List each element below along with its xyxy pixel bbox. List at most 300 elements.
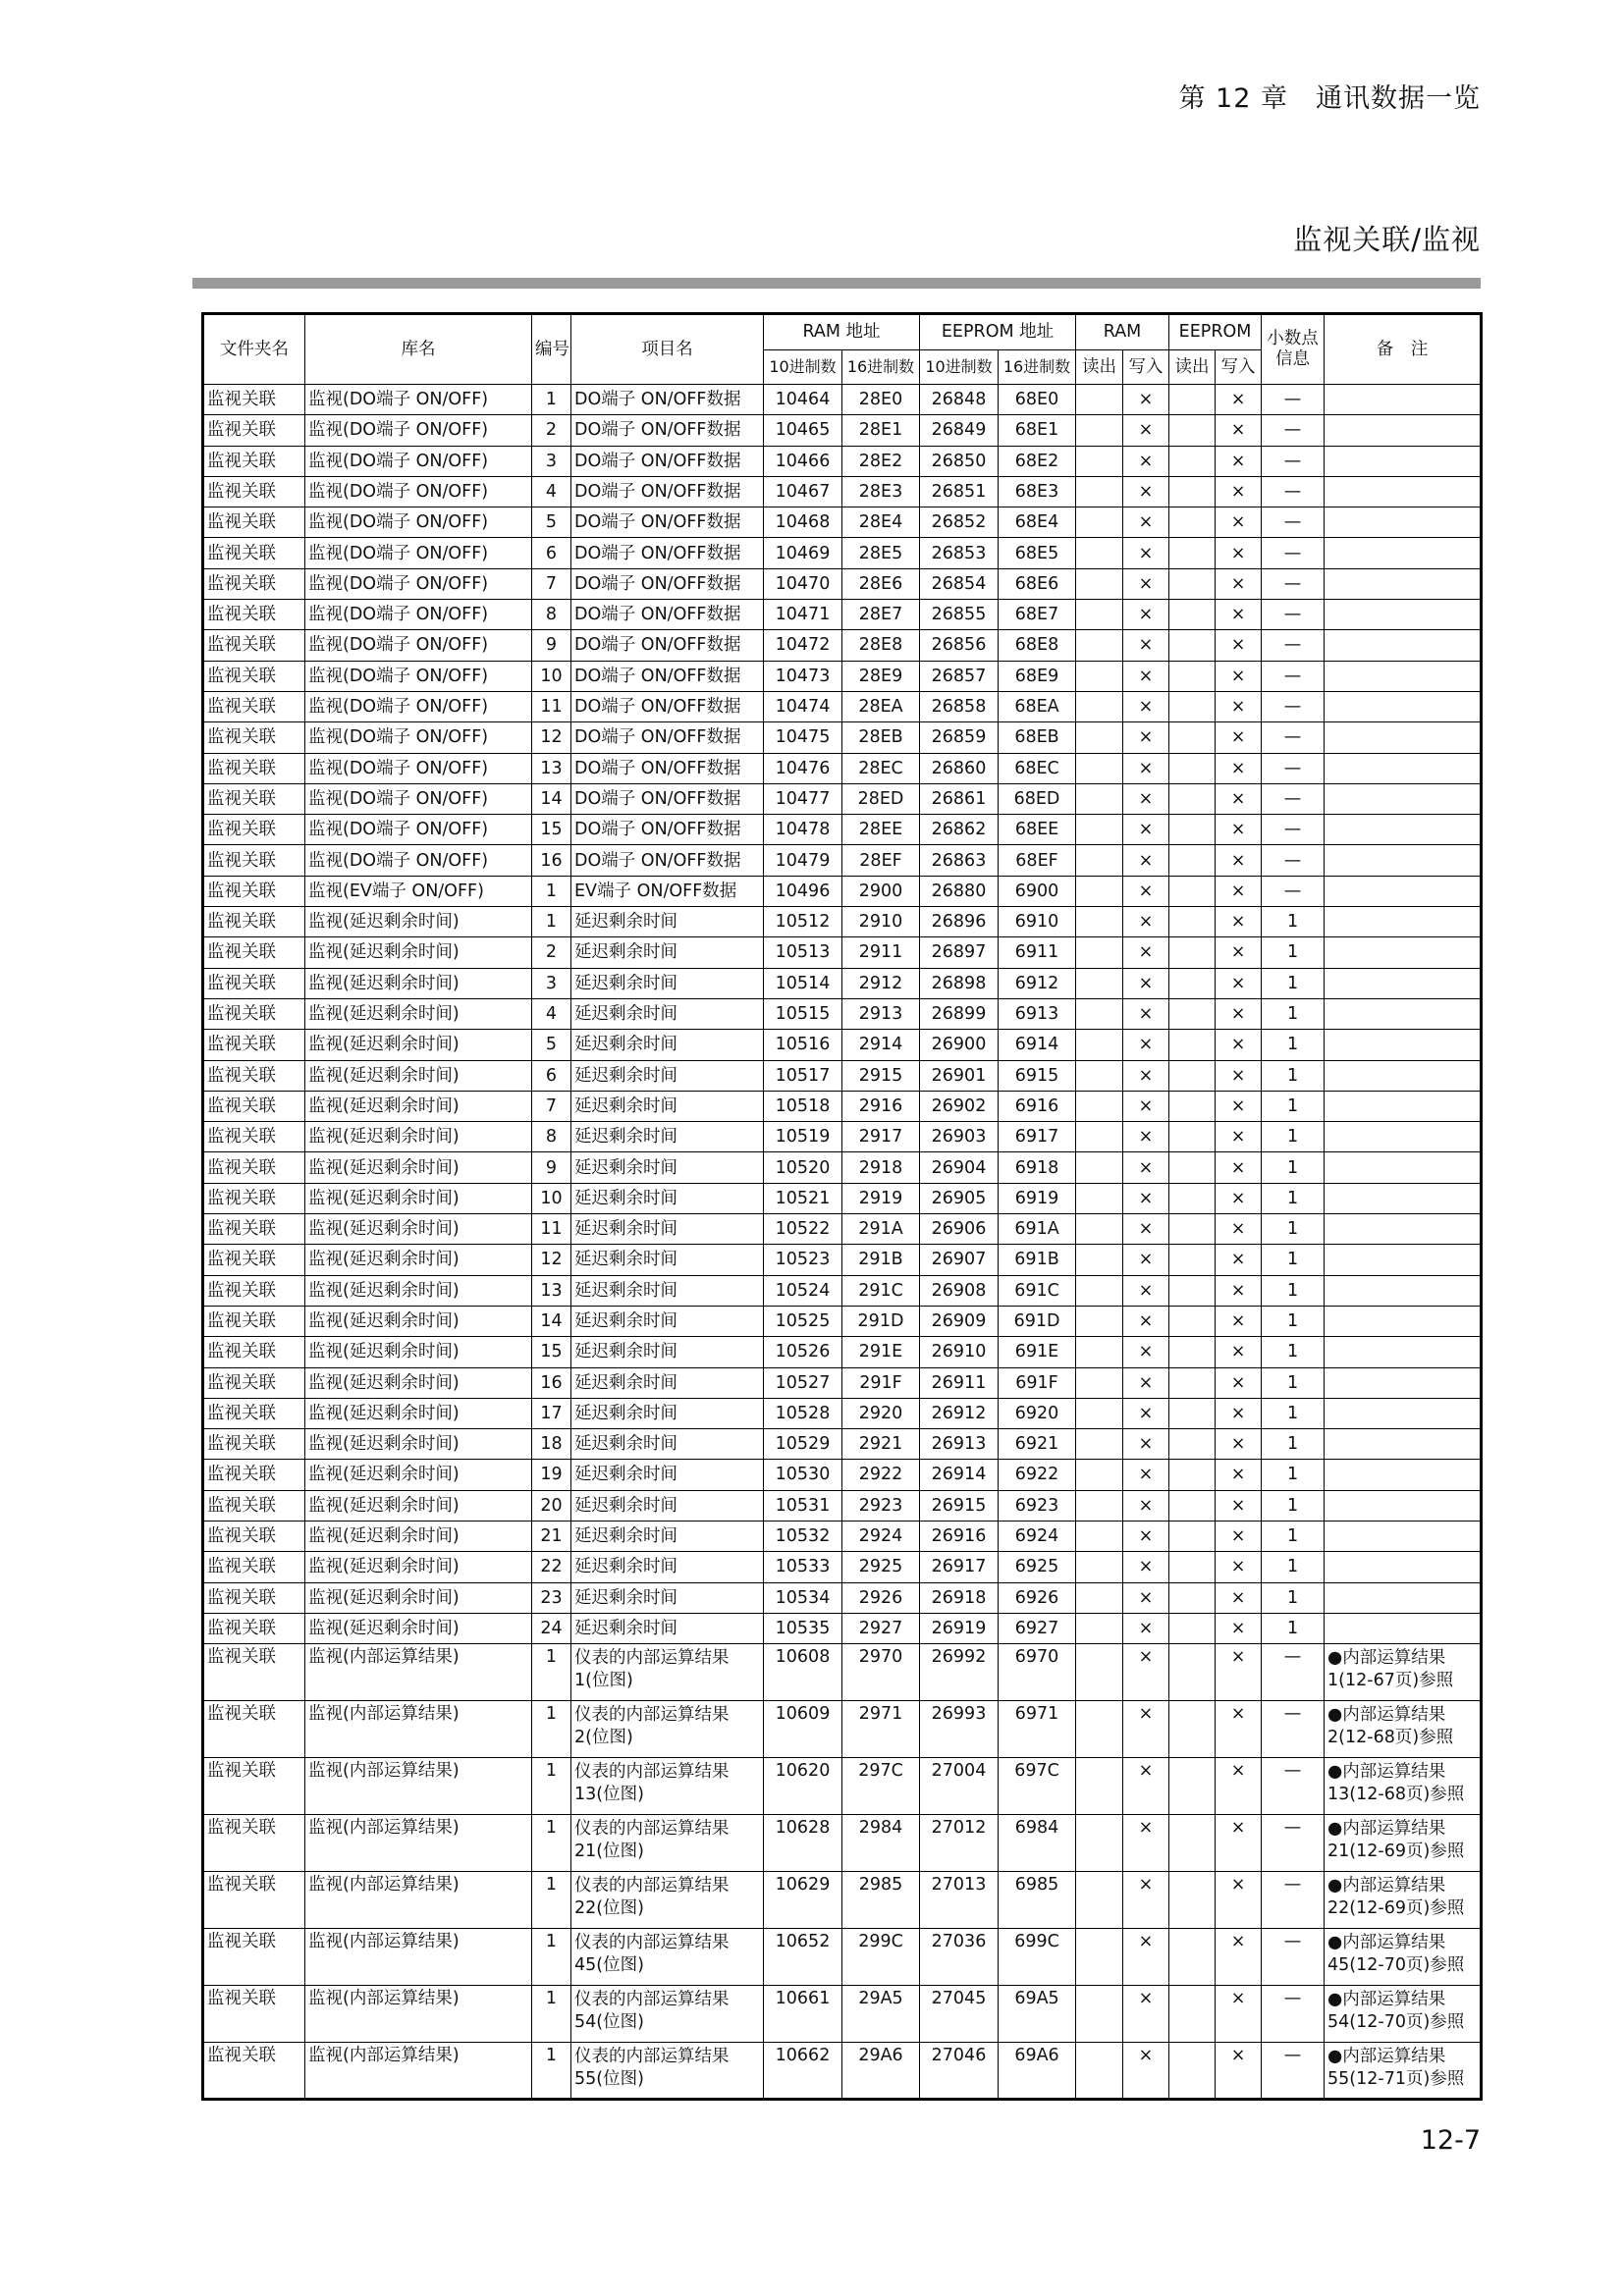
item-cell: 延迟剩余时间 (571, 1337, 764, 1367)
item-cell: DO端子 ON/OFF数据 (571, 691, 764, 721)
number-cell: 14 (532, 783, 571, 814)
eeprom-decimal-cell: 26899 (920, 998, 999, 1029)
ram-write-cell: × (1123, 1152, 1169, 1183)
ram-hex-cell: 2927 (842, 1613, 920, 1643)
folder-cell: 监视关联 (203, 1183, 305, 1213)
eeprom-read-cell (1169, 1122, 1216, 1152)
eeprom-decimal-cell: 26911 (920, 1367, 999, 1398)
table-row (203, 1490, 1482, 1521)
library-cell: 监视(延迟剩余时间) (305, 1367, 532, 1398)
library-cell: 监视(延迟剩余时间) (305, 1460, 532, 1490)
eeprom-decimal-cell: 27012 (920, 1815, 999, 1872)
ram-write-cell: × (1123, 1214, 1169, 1245)
ram-read-cell (1076, 907, 1123, 937)
eeprom-read-cell (1169, 1460, 1216, 1490)
eeprom-read-cell (1169, 1429, 1216, 1460)
remarks-cell (1325, 998, 1482, 1029)
eeprom-write-cell: × (1216, 600, 1262, 630)
eeprom-hex-cell: 68E1 (999, 415, 1076, 446)
folder-cell: 监视关联 (203, 446, 305, 476)
eeprom-read-cell (1169, 600, 1216, 630)
folder-cell: 监视关联 (203, 630, 305, 661)
library-cell: 监视(延迟剩余时间) (305, 1582, 532, 1613)
eeprom-write-cell: × (1216, 1122, 1262, 1152)
table-row (203, 2043, 1482, 2100)
table-row (203, 568, 1482, 599)
eeprom-decimal-cell: 26912 (920, 1398, 999, 1428)
remarks-cell (1325, 1521, 1482, 1551)
library-cell: 监视(DO端子 ON/OFF) (305, 815, 532, 845)
table-row (203, 507, 1482, 538)
table-row (203, 1122, 1482, 1152)
table-row (203, 630, 1482, 661)
number-cell: 1 (532, 2043, 571, 2100)
header-eeprom-write: 写入 (1216, 350, 1262, 385)
eeprom-decimal-cell: 26916 (920, 1521, 999, 1551)
eeprom-decimal-cell: 27045 (920, 1986, 999, 2043)
eeprom-hex-cell: 6900 (999, 876, 1076, 906)
library-cell: 监视(内部运算结果) (305, 1929, 532, 1986)
eeprom-read-cell (1169, 1030, 1216, 1060)
ram-write-cell: × (1123, 907, 1169, 937)
eeprom-write-cell: × (1216, 1872, 1262, 1929)
folder-cell: 监视关联 (203, 1521, 305, 1551)
item-cell: DO端子 ON/OFF数据 (571, 722, 764, 753)
ram-hex-cell: 2923 (842, 1490, 920, 1521)
decimal-info-cell: 1 (1262, 1398, 1325, 1428)
remarks-cell (1325, 1183, 1482, 1213)
folder-cell: 监视关联 (203, 998, 305, 1029)
item-cell: 延迟剩余时间 (571, 1214, 764, 1245)
number-cell: 5 (532, 507, 571, 538)
ram-write-cell: × (1123, 722, 1169, 753)
folder-cell: 监视关联 (203, 1701, 305, 1758)
remarks-cell (1325, 1060, 1482, 1091)
table-row (203, 1245, 1482, 1275)
ram-hex-cell: 2971 (842, 1701, 920, 1758)
ram-decimal-cell: 10473 (764, 661, 842, 691)
eeprom-decimal-cell: 26907 (920, 1245, 999, 1275)
folder-cell: 监视关联 (203, 1337, 305, 1367)
item-cell: 仪表的内部运算结果22(位图) (571, 1872, 764, 1929)
decimal-info-cell: — (1262, 876, 1325, 906)
eeprom-decimal-cell: 26993 (920, 1701, 999, 1758)
eeprom-write-cell: × (1216, 1815, 1262, 1872)
library-cell: 监视(延迟剩余时间) (305, 1245, 532, 1275)
decimal-info-cell: 1 (1262, 1367, 1325, 1398)
table-row (203, 753, 1482, 783)
eeprom-write-cell: × (1216, 937, 1262, 968)
ram-read-cell (1076, 600, 1123, 630)
table-row (203, 998, 1482, 1029)
library-cell: 监视(延迟剩余时间) (305, 1214, 532, 1245)
item-cell: 延迟剩余时间 (571, 1091, 764, 1121)
ram-read-cell (1076, 1275, 1123, 1306)
number-cell: 7 (532, 1091, 571, 1121)
ram-decimal-cell: 10629 (764, 1872, 842, 1929)
eeprom-decimal-cell: 26856 (920, 630, 999, 661)
number-cell: 12 (532, 1245, 571, 1275)
library-cell: 监视(EV端子 ON/OFF) (305, 876, 532, 906)
ram-hex-cell: 291A (842, 1214, 920, 1245)
remarks-cell: ●内部运算结果22(12-69页)参照 (1325, 1872, 1482, 1929)
remarks-cell (1325, 722, 1482, 753)
eeprom-decimal-cell: 26858 (920, 691, 999, 721)
ram-write-cell: × (1123, 1521, 1169, 1551)
eeprom-write-cell: × (1216, 1060, 1262, 1091)
ram-hex-cell: 28EF (842, 845, 920, 876)
ram-hex-cell: 291F (842, 1367, 920, 1398)
table-row (203, 1613, 1482, 1643)
header-divider (192, 278, 1481, 289)
library-cell: 监视(延迟剩余时间) (305, 968, 532, 998)
ram-read-cell (1076, 1460, 1123, 1490)
ram-read-cell (1076, 937, 1123, 968)
decimal-info-cell: — (1262, 2043, 1325, 2100)
ram-hex-cell: 2916 (842, 1091, 920, 1121)
eeprom-write-cell: × (1216, 783, 1262, 814)
number-cell: 2 (532, 937, 571, 968)
ram-decimal-cell: 10533 (764, 1552, 842, 1582)
ram-hex-cell: 29A6 (842, 2043, 920, 2100)
eeprom-hex-cell: 6922 (999, 1460, 1076, 1490)
eeprom-hex-cell: 68E7 (999, 600, 1076, 630)
ram-decimal-cell: 10464 (764, 385, 842, 415)
ram-decimal-cell: 10515 (764, 998, 842, 1029)
library-cell: 监视(内部运算结果) (305, 1644, 532, 1701)
eeprom-read-cell (1169, 661, 1216, 691)
ram-hex-cell: 2917 (842, 1122, 920, 1152)
header-ram-decimal: 10进制数 (764, 350, 842, 385)
eeprom-hex-cell: 68E2 (999, 446, 1076, 476)
ram-decimal-cell: 10520 (764, 1152, 842, 1183)
decimal-info-cell: — (1262, 630, 1325, 661)
eeprom-read-cell (1169, 1521, 1216, 1551)
ram-decimal-cell: 10608 (764, 1644, 842, 1701)
remarks-cell: ●内部运算结果21(12-69页)参照 (1325, 1815, 1482, 1872)
item-cell: 延迟剩余时间 (571, 968, 764, 998)
remarks-cell (1325, 1552, 1482, 1582)
folder-cell: 监视关联 (203, 1091, 305, 1121)
ram-read-cell (1076, 1152, 1123, 1183)
eeprom-read-cell (1169, 446, 1216, 476)
ram-read-cell (1076, 661, 1123, 691)
eeprom-hex-cell: 68EF (999, 845, 1076, 876)
ram-read-cell (1076, 1030, 1123, 1060)
ram-decimal-cell: 10472 (764, 630, 842, 661)
ram-read-cell (1076, 783, 1123, 814)
ram-decimal-cell: 10475 (764, 722, 842, 753)
table-row (203, 1701, 1482, 1758)
table-row (203, 1275, 1482, 1306)
eeprom-read-cell (1169, 876, 1216, 906)
eeprom-hex-cell: 6927 (999, 1613, 1076, 1643)
ram-write-cell: × (1123, 1367, 1169, 1398)
ram-write-cell: × (1123, 876, 1169, 906)
eeprom-write-cell: × (1216, 476, 1262, 507)
library-cell: 监视(延迟剩余时间) (305, 1306, 532, 1336)
ram-write-cell: × (1123, 1815, 1169, 1872)
ram-decimal-cell: 10526 (764, 1337, 842, 1367)
ram-hex-cell: 28E0 (842, 385, 920, 415)
remarks-cell (1325, 1275, 1482, 1306)
decimal-info-cell: 1 (1262, 1030, 1325, 1060)
ram-write-cell: × (1123, 538, 1169, 568)
ram-write-cell: × (1123, 1758, 1169, 1815)
number-cell: 3 (532, 446, 571, 476)
header-eeprom-decimal: 10进制数 (920, 350, 999, 385)
table-row (203, 876, 1482, 906)
header-item: 项目名 (571, 314, 764, 385)
decimal-info-cell: — (1262, 1986, 1325, 2043)
item-cell: 延迟剩余时间 (571, 1429, 764, 1460)
ram-hex-cell: 291D (842, 1306, 920, 1336)
ram-hex-cell: 297C (842, 1758, 920, 1815)
eeprom-read-cell (1169, 476, 1216, 507)
ram-read-cell (1076, 1986, 1123, 2043)
item-cell: DO端子 ON/OFF数据 (571, 446, 764, 476)
ram-write-cell: × (1123, 1460, 1169, 1490)
eeprom-decimal-cell: 27046 (920, 2043, 999, 2100)
folder-cell: 监视关联 (203, 907, 305, 937)
eeprom-hex-cell: 68EC (999, 753, 1076, 783)
remarks-cell (1325, 753, 1482, 783)
eeprom-hex-cell: 6925 (999, 1552, 1076, 1582)
ram-write-cell: × (1123, 476, 1169, 507)
ram-decimal-cell: 10662 (764, 2043, 842, 2100)
ram-read-cell (1076, 1521, 1123, 1551)
table-row (203, 1337, 1482, 1367)
eeprom-read-cell (1169, 1758, 1216, 1815)
eeprom-write-cell: × (1216, 1367, 1262, 1398)
ram-decimal-cell: 10513 (764, 937, 842, 968)
header-number: 编号 (532, 314, 571, 385)
eeprom-write-cell: × (1216, 1521, 1262, 1551)
eeprom-decimal-cell: 26898 (920, 968, 999, 998)
table-row (203, 937, 1482, 968)
ram-read-cell (1076, 1245, 1123, 1275)
ram-write-cell: × (1123, 1552, 1169, 1582)
ram-read-cell (1076, 1552, 1123, 1582)
ram-read-cell (1076, 1644, 1123, 1701)
library-cell: 监视(延迟剩余时间) (305, 1060, 532, 1091)
remarks-cell (1325, 661, 1482, 691)
table-row (203, 600, 1482, 630)
decimal-info-cell: — (1262, 538, 1325, 568)
ram-write-cell: × (1123, 815, 1169, 845)
ram-decimal-cell: 10469 (764, 538, 842, 568)
table-row (203, 1214, 1482, 1245)
eeprom-read-cell (1169, 998, 1216, 1029)
eeprom-hex-cell: 6924 (999, 1521, 1076, 1551)
ram-write-cell: × (1123, 1091, 1169, 1121)
eeprom-hex-cell: 69A5 (999, 1986, 1076, 2043)
ram-read-cell (1076, 1701, 1123, 1758)
eeprom-read-cell (1169, 1701, 1216, 1758)
decimal-info-cell: 1 (1262, 1613, 1325, 1643)
ram-decimal-cell: 10534 (764, 1582, 842, 1613)
ram-read-cell (1076, 1306, 1123, 1336)
eeprom-read-cell (1169, 1367, 1216, 1398)
decimal-info-cell: 1 (1262, 1582, 1325, 1613)
folder-cell: 监视关联 (203, 937, 305, 968)
remarks-cell: ●内部运算结果1(12-67页)参照 (1325, 1644, 1482, 1701)
eeprom-hex-cell: 691A (999, 1214, 1076, 1245)
item-cell: DO端子 ON/OFF数据 (571, 661, 764, 691)
eeprom-hex-cell: 6912 (999, 968, 1076, 998)
item-cell: 延迟剩余时间 (571, 1490, 764, 1521)
ram-read-cell (1076, 415, 1123, 446)
number-cell: 1 (532, 1986, 571, 2043)
eeprom-write-cell: × (1216, 845, 1262, 876)
table-row (203, 968, 1482, 998)
remarks-cell (1325, 968, 1482, 998)
ram-decimal-cell: 10521 (764, 1183, 842, 1213)
eeprom-decimal-cell: 26919 (920, 1613, 999, 1643)
library-cell: 监视(内部运算结果) (305, 1758, 532, 1815)
eeprom-decimal-cell: 26913 (920, 1429, 999, 1460)
ram-hex-cell: 2920 (842, 1398, 920, 1428)
eeprom-write-cell: × (1216, 446, 1262, 476)
header-folder: 文件夹名 (203, 314, 305, 385)
eeprom-hex-cell: 68E0 (999, 385, 1076, 415)
eeprom-decimal-cell: 27004 (920, 1758, 999, 1815)
ram-decimal-cell: 10523 (764, 1245, 842, 1275)
decimal-info-cell: — (1262, 691, 1325, 721)
eeprom-write-cell: × (1216, 722, 1262, 753)
number-cell: 22 (532, 1552, 571, 1582)
ram-read-cell (1076, 446, 1123, 476)
eeprom-decimal-cell: 26880 (920, 876, 999, 906)
eeprom-write-cell: × (1216, 1552, 1262, 1582)
decimal-info-cell: — (1262, 507, 1325, 538)
eeprom-hex-cell: 6911 (999, 937, 1076, 968)
ram-decimal-cell: 10465 (764, 415, 842, 446)
ram-read-cell (1076, 968, 1123, 998)
decimal-info-cell: 1 (1262, 968, 1325, 998)
library-cell: 监视(DO端子 ON/OFF) (305, 845, 532, 876)
table-row (203, 1367, 1482, 1398)
ram-read-cell (1076, 538, 1123, 568)
table-row (203, 691, 1482, 721)
number-cell: 24 (532, 1613, 571, 1643)
decimal-info-cell: 1 (1262, 1306, 1325, 1336)
library-cell: 监视(DO端子 ON/OFF) (305, 507, 532, 538)
ram-hex-cell: 28E7 (842, 600, 920, 630)
eeprom-hex-cell: 6913 (999, 998, 1076, 1029)
decimal-info-cell: — (1262, 568, 1325, 599)
ram-decimal-cell: 10517 (764, 1060, 842, 1091)
ram-read-cell (1076, 1091, 1123, 1121)
ram-read-cell (1076, 1490, 1123, 1521)
ram-read-cell (1076, 1398, 1123, 1428)
remarks-cell (1325, 1460, 1482, 1490)
ram-decimal-cell: 10478 (764, 815, 842, 845)
header-decimal-info: 小数点信息 (1262, 314, 1325, 385)
folder-cell: 监视关联 (203, 1214, 305, 1245)
remarks-cell (1325, 1245, 1482, 1275)
table-row (203, 1030, 1482, 1060)
folder-cell: 监视关联 (203, 1490, 305, 1521)
decimal-info-cell: 1 (1262, 1152, 1325, 1183)
eeprom-decimal-cell: 26917 (920, 1552, 999, 1582)
eeprom-decimal-cell: 26903 (920, 1122, 999, 1152)
decimal-info-cell: 1 (1262, 1245, 1325, 1275)
remarks-cell (1325, 1030, 1482, 1060)
ram-hex-cell: 2910 (842, 907, 920, 937)
ram-read-cell (1076, 722, 1123, 753)
folder-cell: 监视关联 (203, 1245, 305, 1275)
ram-write-cell: × (1123, 415, 1169, 446)
ram-write-cell: × (1123, 507, 1169, 538)
remarks-cell (1325, 691, 1482, 721)
header-ram-write: 写入 (1123, 350, 1169, 385)
number-cell: 9 (532, 1152, 571, 1183)
eeprom-hex-cell: 6914 (999, 1030, 1076, 1060)
eeprom-read-cell (1169, 937, 1216, 968)
eeprom-write-cell: × (1216, 1929, 1262, 1986)
ram-hex-cell: 28E4 (842, 507, 920, 538)
number-cell: 23 (532, 1582, 571, 1613)
eeprom-hex-cell: 68EE (999, 815, 1076, 845)
number-cell: 1 (532, 1758, 571, 1815)
eeprom-write-cell: × (1216, 968, 1262, 998)
table-row (203, 1152, 1482, 1183)
decimal-info-cell: 1 (1262, 1275, 1325, 1306)
ram-hex-cell: 28E8 (842, 630, 920, 661)
eeprom-decimal-cell: 27036 (920, 1929, 999, 1986)
eeprom-decimal-cell: 26906 (920, 1214, 999, 1245)
table-row (203, 476, 1482, 507)
ram-write-cell: × (1123, 630, 1169, 661)
eeprom-read-cell (1169, 691, 1216, 721)
eeprom-read-cell (1169, 1929, 1216, 1986)
eeprom-write-cell: × (1216, 1306, 1262, 1336)
decimal-info-cell: 1 (1262, 1337, 1325, 1367)
eeprom-hex-cell: 68E8 (999, 630, 1076, 661)
eeprom-write-cell: × (1216, 753, 1262, 783)
ram-write-cell: × (1123, 568, 1169, 599)
ram-hex-cell: 2918 (842, 1152, 920, 1183)
decimal-info-cell: — (1262, 385, 1325, 415)
item-cell: 延迟剩余时间 (571, 937, 764, 968)
eeprom-decimal-cell: 26914 (920, 1460, 999, 1490)
item-cell: DO端子 ON/OFF数据 (571, 568, 764, 599)
eeprom-decimal-cell: 26849 (920, 415, 999, 446)
remarks-cell: ●内部运算结果55(12-71页)参照 (1325, 2043, 1482, 2100)
table-row (203, 1986, 1482, 2043)
eeprom-hex-cell: 68E9 (999, 661, 1076, 691)
eeprom-decimal-cell: 26861 (920, 783, 999, 814)
table-row (203, 538, 1482, 568)
eeprom-hex-cell: 6910 (999, 907, 1076, 937)
item-cell: 延迟剩余时间 (571, 1613, 764, 1643)
ram-hex-cell: 28E1 (842, 415, 920, 446)
remarks-cell: ●内部运算结果45(12-70页)参照 (1325, 1929, 1482, 1986)
ram-read-cell (1076, 568, 1123, 599)
ram-write-cell: × (1123, 1275, 1169, 1306)
item-cell: 延迟剩余时间 (571, 1552, 764, 1582)
eeprom-write-cell: × (1216, 1701, 1262, 1758)
number-cell: 5 (532, 1030, 571, 1060)
ram-decimal-cell: 10519 (764, 1122, 842, 1152)
library-cell: 监视(内部运算结果) (305, 1815, 532, 1872)
eeprom-write-cell: × (1216, 1644, 1262, 1701)
remarks-cell (1325, 507, 1482, 538)
decimal-info-cell: — (1262, 661, 1325, 691)
ram-hex-cell: 28EE (842, 815, 920, 845)
ram-write-cell: × (1123, 998, 1169, 1029)
